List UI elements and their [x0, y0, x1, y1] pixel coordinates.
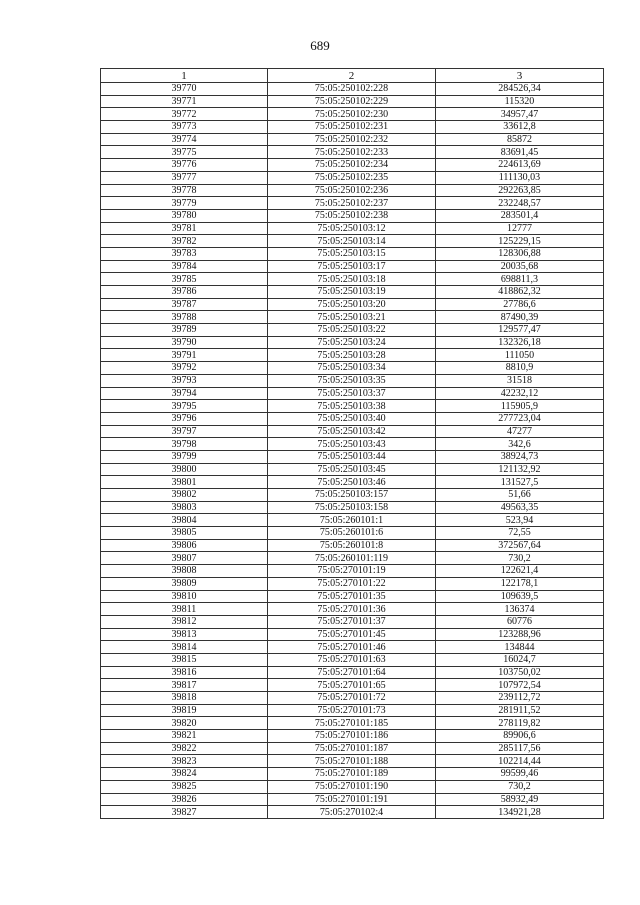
value-cell: 136374	[436, 603, 604, 616]
value-cell: 51,66	[436, 489, 604, 502]
value-cell: 134844	[436, 641, 604, 654]
row-number-cell: 39782	[101, 235, 268, 248]
cadastral-number-cell: 75:05:270101:65	[268, 679, 436, 692]
cadastral-number-cell: 75:05:270101:19	[268, 565, 436, 578]
table-row	[101, 171, 604, 184]
table-row	[101, 565, 604, 578]
row-number-cell: 39809	[101, 577, 268, 590]
column-header-2: 2	[268, 69, 436, 83]
row-number-cell: 39805	[101, 527, 268, 540]
cadastral-number-cell: 75:05:250102:235	[268, 171, 436, 184]
cadastral-number-cell: 75:05:250102:236	[268, 184, 436, 197]
table-row	[101, 666, 604, 679]
table-row	[101, 349, 604, 362]
value-cell: 418862,32	[436, 286, 604, 299]
table-row	[101, 374, 604, 387]
cadastral-number-cell: 75:05:270101:188	[268, 755, 436, 768]
row-number-cell: 39797	[101, 425, 268, 438]
cadastral-number-cell: 75:05:250103:35	[268, 374, 436, 387]
cadastral-number-cell: 75:05:250103:22	[268, 324, 436, 337]
value-cell: 87490,39	[436, 311, 604, 324]
cadastral-number-cell: 75:05:250103:45	[268, 463, 436, 476]
value-cell: 85872	[436, 133, 604, 146]
value-cell: 131527,5	[436, 476, 604, 489]
table-row	[101, 768, 604, 781]
cadastral-number-cell: 75:05:250103:37	[268, 387, 436, 400]
cadastral-number-cell: 75:05:250103:46	[268, 476, 436, 489]
cadastral-number-cell: 75:05:270101:190	[268, 780, 436, 793]
value-cell: 129577,47	[436, 324, 604, 337]
table-row	[101, 273, 604, 286]
row-number-cell: 39792	[101, 362, 268, 375]
table-row	[101, 755, 604, 768]
value-cell: 8810,9	[436, 362, 604, 375]
cadastral-number-cell: 75:05:250103:38	[268, 400, 436, 413]
row-number-cell: 39779	[101, 197, 268, 210]
value-cell: 224613,69	[436, 159, 604, 172]
row-number-cell: 39822	[101, 742, 268, 755]
value-cell: 102214,44	[436, 755, 604, 768]
row-number-cell: 39783	[101, 247, 268, 260]
table-row	[101, 159, 604, 172]
row-number-cell: 39791	[101, 349, 268, 362]
row-number-cell: 39778	[101, 184, 268, 197]
table-row	[101, 539, 604, 552]
row-number-cell: 39795	[101, 400, 268, 413]
cadastral-number-cell: 75:05:250102:234	[268, 159, 436, 172]
value-cell: 89906,6	[436, 730, 604, 743]
value-cell: 730,2	[436, 780, 604, 793]
value-cell: 34957,47	[436, 108, 604, 121]
table-row	[101, 501, 604, 514]
table-header	[101, 69, 604, 83]
row-number-cell: 39806	[101, 539, 268, 552]
table-row	[101, 146, 604, 159]
cadastral-number-cell: 75:05:270101:191	[268, 793, 436, 806]
row-number-cell: 39824	[101, 768, 268, 781]
value-cell: 103750,02	[436, 666, 604, 679]
row-number-cell: 39781	[101, 222, 268, 235]
row-number-cell: 39808	[101, 565, 268, 578]
value-cell: 20035,68	[436, 260, 604, 273]
cadastral-number-cell: 75:05:250103:15	[268, 247, 436, 260]
table-row	[101, 387, 604, 400]
cadastral-number-cell: 75:05:270101:46	[268, 641, 436, 654]
value-cell: 115905,9	[436, 400, 604, 413]
registry-table	[100, 68, 604, 819]
table-row	[101, 692, 604, 705]
cadastral-number-cell: 75:05:250103:40	[268, 412, 436, 425]
row-number-cell: 39816	[101, 666, 268, 679]
value-cell: 107972,54	[436, 679, 604, 692]
row-number-cell: 39827	[101, 806, 268, 819]
table-row	[101, 108, 604, 121]
value-cell: 122621,4	[436, 565, 604, 578]
cadastral-number-cell: 75:05:250102:232	[268, 133, 436, 146]
row-number-cell: 39774	[101, 133, 268, 146]
table-row	[101, 412, 604, 425]
row-number-cell: 39803	[101, 501, 268, 514]
table-row	[101, 362, 604, 375]
value-cell: 115320	[436, 95, 604, 108]
cadastral-number-cell: 75:05:250102:231	[268, 121, 436, 134]
value-cell: 83691,45	[436, 146, 604, 159]
cadastral-number-cell: 75:05:250103:24	[268, 336, 436, 349]
row-number-cell: 39804	[101, 514, 268, 527]
value-cell: 698811,3	[436, 273, 604, 286]
row-number-cell: 39811	[101, 603, 268, 616]
row-number-cell: 39785	[101, 273, 268, 286]
row-number-cell: 39825	[101, 780, 268, 793]
cadastral-number-cell: 75:05:250103:44	[268, 450, 436, 463]
row-number-cell: 39776	[101, 159, 268, 172]
value-cell: 16024,7	[436, 653, 604, 666]
table-row	[101, 298, 604, 311]
value-cell: 284526,34	[436, 83, 604, 96]
table-row	[101, 590, 604, 603]
table-row	[101, 793, 604, 806]
table-row	[101, 717, 604, 730]
row-number-cell: 39799	[101, 450, 268, 463]
cadastral-number-cell: 75:05:250103:17	[268, 260, 436, 273]
row-number-cell: 39780	[101, 209, 268, 222]
value-cell: 111130,03	[436, 171, 604, 184]
table-row	[101, 425, 604, 438]
table-row	[101, 704, 604, 717]
value-cell: 285117,56	[436, 742, 604, 755]
value-cell: 134921,28	[436, 806, 604, 819]
row-number-cell: 39821	[101, 730, 268, 743]
value-cell: 72,55	[436, 527, 604, 540]
table-row	[101, 247, 604, 260]
value-cell: 730,2	[436, 552, 604, 565]
row-number-cell: 39775	[101, 146, 268, 159]
value-cell: 58932,49	[436, 793, 604, 806]
cadastral-number-cell: 75:05:250103:14	[268, 235, 436, 248]
row-number-cell: 39823	[101, 755, 268, 768]
cadastral-number-cell: 75:05:250103:157	[268, 489, 436, 502]
value-cell: 109639,5	[436, 590, 604, 603]
row-number-cell: 39815	[101, 653, 268, 666]
cadastral-number-cell: 75:05:250102:230	[268, 108, 436, 121]
table-row	[101, 260, 604, 273]
row-number-cell: 39777	[101, 171, 268, 184]
column-header-1: 1	[101, 69, 268, 83]
row-number-cell: 39789	[101, 324, 268, 337]
cadastral-number-cell: 75:05:270101:185	[268, 717, 436, 730]
table-row	[101, 730, 604, 743]
row-number-cell: 39790	[101, 336, 268, 349]
row-number-cell: 39793	[101, 374, 268, 387]
cadastral-number-cell: 75:05:250102:238	[268, 209, 436, 222]
row-number-cell: 39813	[101, 628, 268, 641]
row-number-cell: 39818	[101, 692, 268, 705]
row-number-cell: 39814	[101, 641, 268, 654]
cadastral-number-cell: 75:05:250103:34	[268, 362, 436, 375]
table-row	[101, 400, 604, 413]
cadastral-number-cell: 75:05:250102:228	[268, 83, 436, 96]
row-number-cell: 39810	[101, 590, 268, 603]
value-cell: 38924,73	[436, 450, 604, 463]
cadastral-number-cell: 75:05:250102:229	[268, 95, 436, 108]
cadastral-number-cell: 75:05:250103:28	[268, 349, 436, 362]
table-row	[101, 514, 604, 527]
cadastral-number-cell: 75:05:270101:187	[268, 742, 436, 755]
cadastral-number-cell: 75:05:250103:20	[268, 298, 436, 311]
table-row	[101, 311, 604, 324]
row-number-cell: 39773	[101, 121, 268, 134]
value-cell: 42232,12	[436, 387, 604, 400]
row-number-cell: 39801	[101, 476, 268, 489]
value-cell: 342,6	[436, 438, 604, 451]
table-row	[101, 628, 604, 641]
cadastral-number-cell: 75:05:270101:73	[268, 704, 436, 717]
row-number-cell: 39784	[101, 260, 268, 273]
row-number-cell: 39820	[101, 717, 268, 730]
row-number-cell: 39772	[101, 108, 268, 121]
column-header-3: 3	[436, 69, 604, 83]
table-row	[101, 679, 604, 692]
value-cell: 27786,6	[436, 298, 604, 311]
value-cell: 125229,15	[436, 235, 604, 248]
cadastral-number-cell: 75:05:260101:1	[268, 514, 436, 527]
table-row	[101, 235, 604, 248]
value-cell: 31518	[436, 374, 604, 387]
cadastral-number-cell: 75:05:250103:42	[268, 425, 436, 438]
row-number-cell: 39786	[101, 286, 268, 299]
value-cell: 128306,88	[436, 247, 604, 260]
row-number-cell: 39819	[101, 704, 268, 717]
cadastral-number-cell: 75:05:270101:72	[268, 692, 436, 705]
value-cell: 523,94	[436, 514, 604, 527]
page-number: 689	[310, 38, 330, 53]
table-row	[101, 133, 604, 146]
table-row	[101, 286, 604, 299]
cadastral-number-cell: 75:05:270101:22	[268, 577, 436, 590]
cadastral-number-cell: 75:05:260101:6	[268, 527, 436, 540]
cadastral-number-cell: 75:05:270101:36	[268, 603, 436, 616]
value-cell: 121132,92	[436, 463, 604, 476]
table-row	[101, 577, 604, 590]
row-number-cell: 39794	[101, 387, 268, 400]
cadastral-number-cell: 75:05:250103:21	[268, 311, 436, 324]
value-cell: 12777	[436, 222, 604, 235]
table-row	[101, 209, 604, 222]
table-row	[101, 438, 604, 451]
cadastral-number-cell: 75:05:270101:64	[268, 666, 436, 679]
table-row	[101, 83, 604, 96]
row-number-cell: 39787	[101, 298, 268, 311]
row-number-cell: 39770	[101, 83, 268, 96]
cadastral-number-cell: 75:05:250102:233	[268, 146, 436, 159]
value-cell: 60776	[436, 615, 604, 628]
row-number-cell: 39807	[101, 552, 268, 565]
table-body	[101, 83, 604, 819]
value-cell: 49563,35	[436, 501, 604, 514]
table-row	[101, 336, 604, 349]
table-row	[101, 222, 604, 235]
table-row	[101, 121, 604, 134]
row-number-cell: 39771	[101, 95, 268, 108]
table-row	[101, 197, 604, 210]
table-row	[101, 476, 604, 489]
cadastral-number-cell: 75:05:250103:12	[268, 222, 436, 235]
table-row	[101, 324, 604, 337]
value-cell: 47277	[436, 425, 604, 438]
value-cell: 281911,52	[436, 704, 604, 717]
table-row	[101, 552, 604, 565]
table-row	[101, 450, 604, 463]
value-cell: 277723,04	[436, 412, 604, 425]
value-cell: 111050	[436, 349, 604, 362]
value-cell: 372567,64	[436, 539, 604, 552]
cadastral-number-cell: 75:05:260101:119	[268, 552, 436, 565]
table-row	[101, 653, 604, 666]
cadastral-number-cell: 75:05:250103:158	[268, 501, 436, 514]
table-row	[101, 603, 604, 616]
value-cell: 33612,8	[436, 121, 604, 134]
cadastral-number-cell: 75:05:270101:63	[268, 653, 436, 666]
row-number-cell: 39788	[101, 311, 268, 324]
table-row	[101, 95, 604, 108]
value-cell: 292263,85	[436, 184, 604, 197]
value-cell: 122178,1	[436, 577, 604, 590]
value-cell: 99599,46	[436, 768, 604, 781]
cadastral-number-cell: 75:05:250102:237	[268, 197, 436, 210]
table-row	[101, 780, 604, 793]
cadastral-number-cell: 75:05:250103:19	[268, 286, 436, 299]
table-row	[101, 527, 604, 540]
table-row	[101, 184, 604, 197]
cadastral-number-cell: 75:05:270101:189	[268, 768, 436, 781]
value-cell: 283501,4	[436, 209, 604, 222]
header-row	[101, 69, 604, 83]
cadastral-number-cell: 75:05:250103:43	[268, 438, 436, 451]
row-number-cell: 39812	[101, 615, 268, 628]
cadastral-number-cell: 75:05:260101:8	[268, 539, 436, 552]
row-number-cell: 39826	[101, 793, 268, 806]
value-cell: 239112,72	[436, 692, 604, 705]
table-row	[101, 615, 604, 628]
cadastral-number-cell: 75:05:250103:18	[268, 273, 436, 286]
cadastral-number-cell: 75:05:270102:4	[268, 806, 436, 819]
value-cell: 132326,18	[436, 336, 604, 349]
row-number-cell: 39817	[101, 679, 268, 692]
value-cell: 232248,57	[436, 197, 604, 210]
cadastral-number-cell: 75:05:270101:37	[268, 615, 436, 628]
table-row	[101, 463, 604, 476]
row-number-cell: 39798	[101, 438, 268, 451]
value-cell: 278119,82	[436, 717, 604, 730]
row-number-cell: 39800	[101, 463, 268, 476]
value-cell: 123288,96	[436, 628, 604, 641]
table-row	[101, 806, 604, 819]
row-number-cell: 39802	[101, 489, 268, 502]
table-row	[101, 742, 604, 755]
row-number-cell: 39796	[101, 412, 268, 425]
cadastral-number-cell: 75:05:270101:35	[268, 590, 436, 603]
table-row	[101, 489, 604, 502]
table-row	[101, 641, 604, 654]
cadastral-number-cell: 75:05:270101:45	[268, 628, 436, 641]
cadastral-number-cell: 75:05:270101:186	[268, 730, 436, 743]
